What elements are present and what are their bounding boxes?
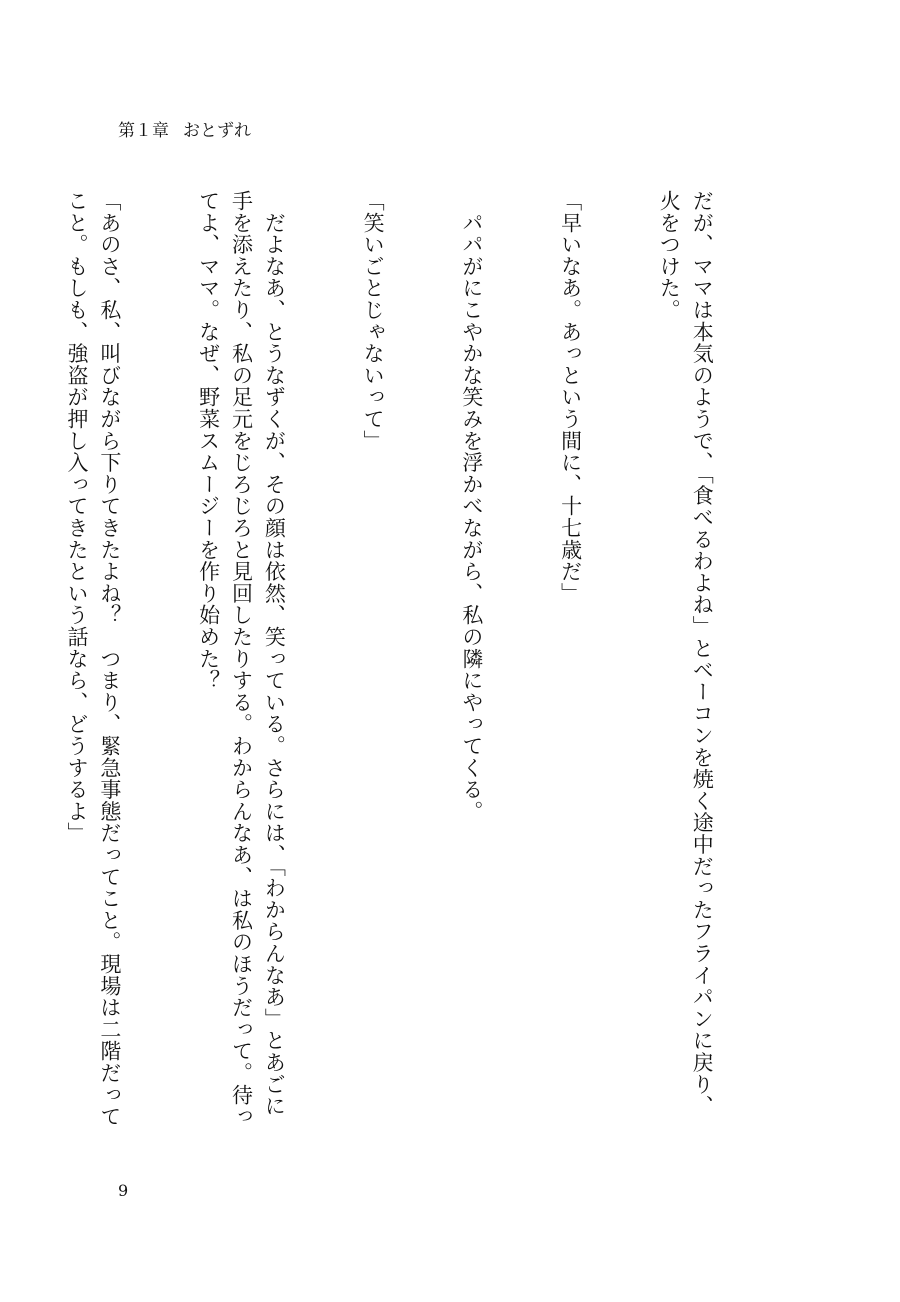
chapter-number: 第１章 — [118, 121, 169, 141]
paragraph: 「あのさ、私、叫びながら下りてきたよね？ つまり、緊急事態だってこと。現場は二階だってこと。もしも、強盗が押し入ってきたという話なら、どうするよ」 — [64, 190, 122, 1128]
paragraph: パパがにこやかな笑みを浮かべながら、私の隣にやってくる。 — [459, 190, 484, 823]
running-head — [118, 116, 251, 141]
paragraph: だが、ママは本気のようで、「食べるわよね」とベーコンを焼く途中だったフライパンに戻り、火をつけた。 — [657, 190, 715, 1117]
paragraph: だよなあ、とうなずくが、その顔は依然、笑っている。さらには、「わからんなあ」とあごに手を添えたり、私の足元をじろじろと見回したりする。わからんなあ、は私のほうだって。待ってよ、ママ。なぜ、野菜スムージーを作り始めた？ — [196, 190, 287, 1128]
body-text — [64, 190, 784, 1135]
chapter-title: おとずれ — [183, 121, 251, 141]
paragraph: 「早いなあ。あっという間に、十七歳だ」 — [558, 190, 583, 605]
paragraph: 「笑いごとじゃないって」 — [361, 190, 386, 452]
page-number: 9 — [118, 1181, 129, 1200]
